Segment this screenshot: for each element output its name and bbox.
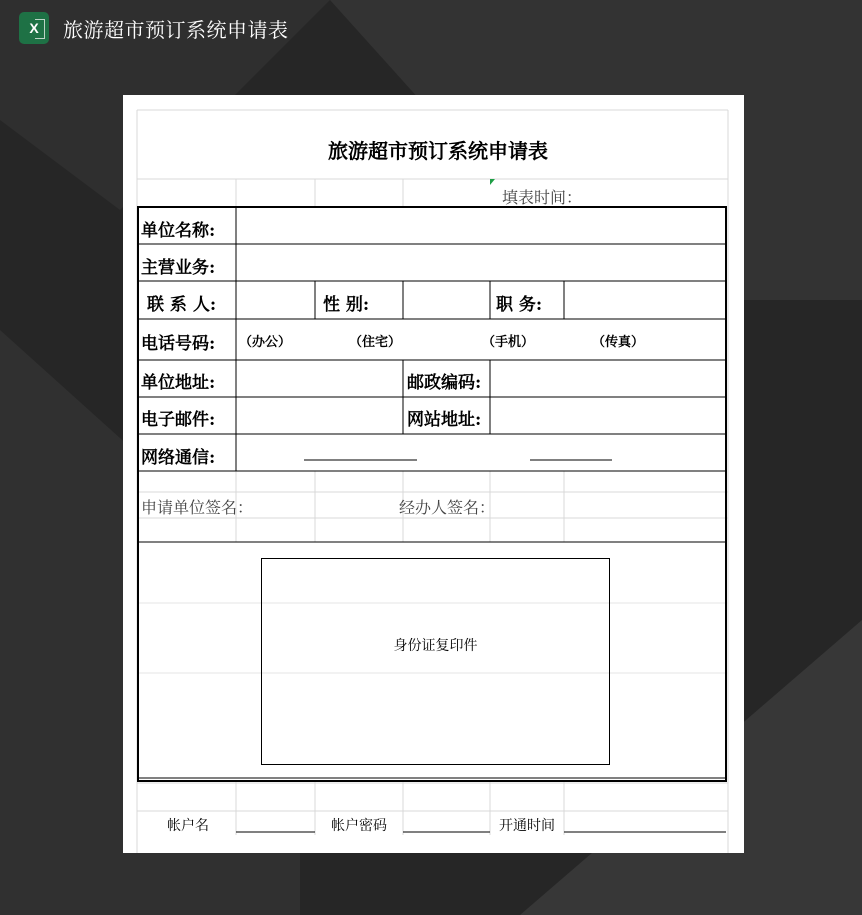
account-name-label: 帐户名 (167, 818, 209, 834)
email-label: 电子邮件: (141, 410, 216, 430)
form-title: 旅游超市预订系统申请表 (328, 139, 548, 163)
phone-office-label: （办公） (239, 335, 292, 350)
gender-label: 性 别: (323, 295, 370, 315)
id-copy-box (261, 558, 610, 765)
window-title: 旅游超市预订系统申请表 (63, 18, 289, 42)
handler-signature-label: 经办人签名： (399, 498, 496, 517)
title-bar (0, 0, 862, 58)
account-password-label: 帐户密码 (331, 818, 387, 834)
excel-icon: X (19, 12, 49, 44)
cell-comment-marker (490, 179, 495, 185)
contact-label: 联 系 人: (147, 295, 217, 315)
network-label: 网络通信: (141, 448, 216, 468)
phone-home-label: （住宅） (349, 335, 402, 350)
website-label: 网站地址: (407, 410, 482, 430)
address-label: 单位地址: (141, 373, 216, 393)
id-copy-label: 身份证复印件 (393, 638, 478, 654)
spreadsheet-page (123, 95, 744, 853)
applicant-signature-label: 申请单位签名： (141, 498, 254, 517)
phone-fax-label: （传真） (592, 335, 645, 350)
fill-time-label: 填表时间： (502, 188, 583, 207)
position-label: 职 务: (496, 295, 543, 315)
postcode-label: 邮政编码: (407, 373, 482, 393)
company-name-label: 单位名称: (141, 221, 216, 241)
main-business-label: 主营业务: (141, 258, 216, 278)
phone-mobile-label: （手机） (482, 335, 535, 350)
open-time-label: 开通时间 (499, 818, 555, 834)
phone-label: 电话号码: (141, 334, 216, 354)
